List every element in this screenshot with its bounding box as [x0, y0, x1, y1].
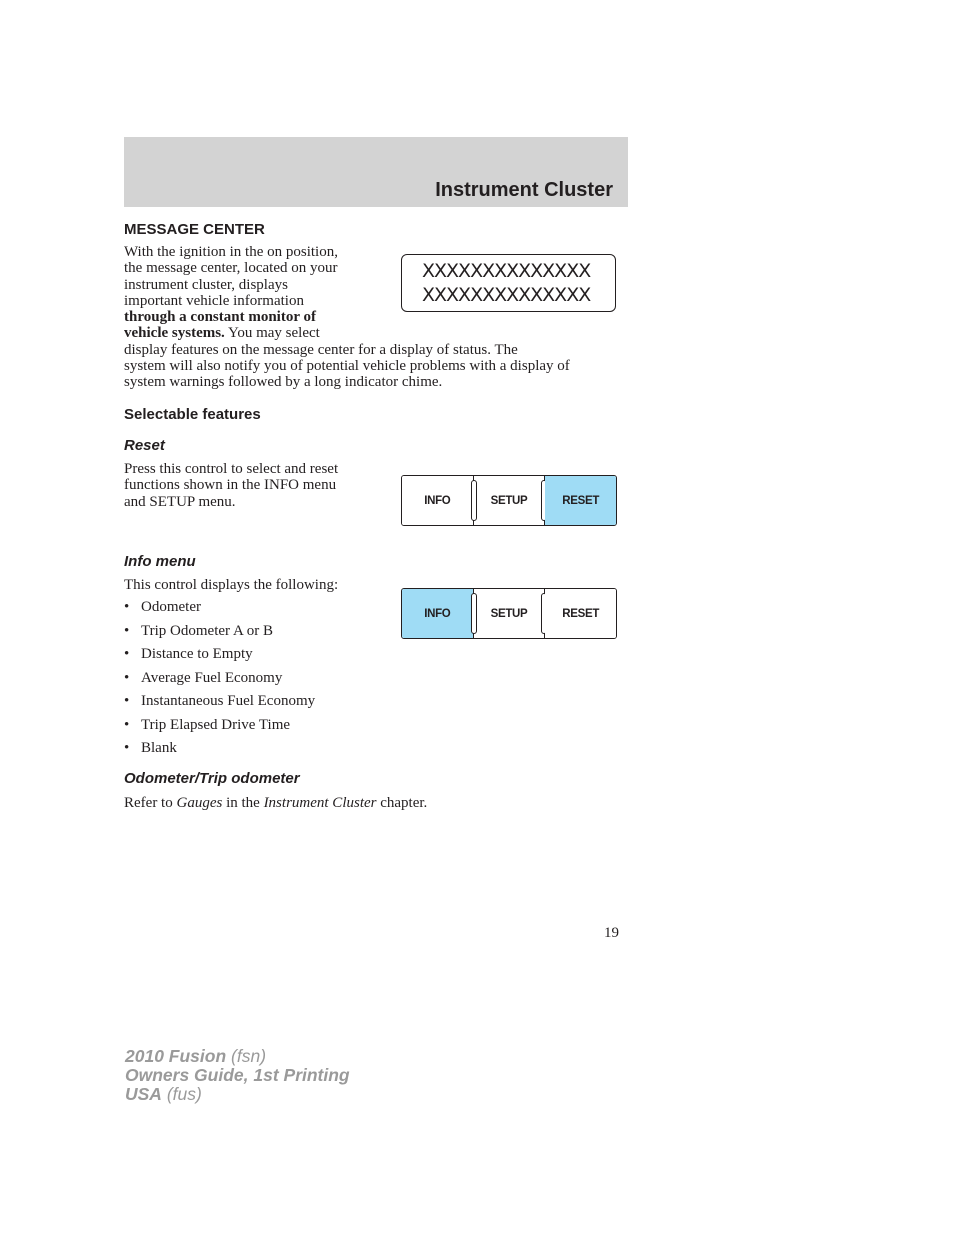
- header-band: [124, 137, 628, 207]
- bullet-icon: •: [124, 669, 130, 686]
- setup-button: SETUP: [473, 589, 546, 638]
- bullet-icon: •: [124, 716, 130, 733]
- bullet-icon: •: [124, 622, 130, 639]
- info-button: INFO: [402, 589, 473, 638]
- display-line: XXXXXXXXXXXXXX: [422, 260, 591, 282]
- selectable-features-heading: Selectable features: [124, 406, 261, 423]
- list-item: • Instantaneous Fuel Economy: [124, 693, 316, 709]
- page-number: 19: [604, 925, 619, 941]
- wide-line: display features on the message center for a display of status. The: [124, 341, 518, 358]
- control-buttons-reset-highlight: [401, 475, 617, 526]
- gauges-reference: Gauges: [176, 795, 223, 811]
- display-line: XXXXXXXXXXXXXX: [422, 284, 591, 306]
- reset-line: and SETUP menu.: [124, 493, 236, 510]
- intro-text: You may select: [224, 325, 320, 342]
- message-center-display: [401, 254, 616, 312]
- list-item: • Average Fuel Economy: [124, 669, 283, 686]
- bullet-icon: •: [124, 693, 130, 709]
- list-item: • Trip Elapsed Drive Time: [124, 716, 291, 733]
- message-center-heading: MESSAGE CENTER: [124, 221, 265, 238]
- info-menu-intro: This control displays the following:: [124, 577, 339, 593]
- wide-line: system warnings followed by a long indicator chime.: [124, 374, 443, 391]
- intro-line: instrument cluster, displays: [124, 276, 288, 293]
- reset-button: RESET: [545, 476, 616, 525]
- list-item: • Odometer: [124, 599, 201, 615]
- bold-text: vehicle systems.: [124, 325, 225, 342]
- info-menu-list: [124, 598, 315, 763]
- bullet-icon: •: [124, 740, 130, 756]
- footer: 2010 Fusion (fsn) Owners Guide, 1st Printing USA (fus): [125, 1046, 350, 1104]
- bullet-icon: •: [124, 646, 130, 662]
- list-item: • Distance to Empty: [124, 646, 253, 662]
- reset-heading: Reset: [124, 437, 165, 454]
- wide-line: system will also notify you of potential vehicle problems with a display of: [124, 358, 570, 375]
- intro-line: important vehicle information: [124, 292, 304, 309]
- intro-line: With the ignition in the on position,: [124, 244, 338, 260]
- bullet-icon: •: [124, 599, 130, 615]
- reset-button: RESET: [545, 589, 616, 638]
- control-buttons-info-highlight: [401, 588, 617, 639]
- list-item: • Trip Odometer A or B: [124, 622, 273, 639]
- list-item: • Blank: [124, 740, 177, 756]
- bold-text: through a constant monitor of: [124, 309, 316, 326]
- setup-button: SETUP: [473, 476, 546, 525]
- page-title: Instrument Cluster: [435, 179, 613, 201]
- intro-line: the message center, located on your: [124, 260, 338, 277]
- info-button: INFO: [402, 476, 473, 525]
- info-menu-heading: Info menu: [124, 553, 196, 570]
- odometer-text: Refer to Gauges in the Instrument Cluster chapter.: [124, 795, 428, 811]
- reset-line: Press this control to select and reset: [124, 461, 339, 477]
- reset-text: [124, 461, 338, 510]
- reset-line: functions shown in the INFO menu: [124, 477, 337, 494]
- odometer-heading: Odometer/Trip odometer: [124, 770, 300, 787]
- chapter-reference: Instrument Cluster: [263, 795, 377, 811]
